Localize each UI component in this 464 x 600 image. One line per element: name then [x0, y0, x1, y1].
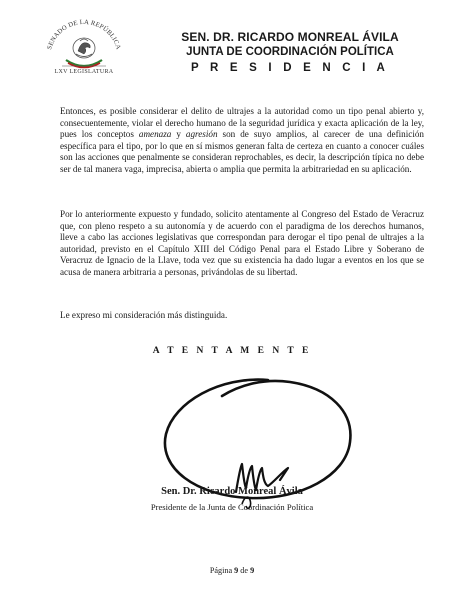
senate-seal-logo [40, 10, 128, 76]
paragraph-1-text-a: Entonces, es posible considerar el delito de ultrajes a la autoridad como un tipo penal abierto y, consecuentemente, violar el derecho humano de la seguridad jurídica y exacta aplicación de la ley, pues los conceptos [60, 106, 424, 140]
page-label: Página [209, 566, 235, 575]
paragraph-3: Le expreso mi consideración más distinguida. [60, 310, 228, 320]
header-committee: JUNTA DE COORDINACIÓN POLÍTICA [186, 46, 394, 58]
paragraph-1-text-b: y [171, 129, 186, 140]
handwritten-signature [150, 372, 370, 522]
header-presidencia: P R E S I D E N C I A [190, 62, 390, 74]
paragraph-1 [60, 106, 424, 176]
page-number [0, 566, 464, 575]
current-page: 9 [234, 566, 239, 575]
svg-text:SENADO DE LA REPÚBLICA: SENADO DE LA REPÚBLICA [46, 18, 122, 51]
paragraph-1-emphasis-agresion: agresión [185, 129, 218, 140]
total-pages: 9 [250, 566, 255, 575]
paragraph-2: Por lo anteriormente expuesto y fundado, solicito atentamente al Congreso del Estado de Veracruz que, con pleno respeto a su autonomía y de acuerdo con el paradigma de los derechos humanos, lleve a cabo las acciones legislativas que correspondan para derogar el tipo penal de ultrajes a la autoridad, previsto en el Capítulo XIII del Código Penal para el Estado Libre y Soberano de Veracruz de Ignacio de la Llave, toda vez que su existencia ha dado lugar a eventos en los que se acusa de manera arbitraria a personas, privándolas de su libertad. [60, 209, 424, 277]
letterhead [140, 30, 440, 76]
closing-atentamente: A T E N T A M E N T E [152, 346, 312, 356]
signatory-name: Sen. Dr. Ricardo Monreal Ávila [161, 486, 303, 497]
svg-text:LXV LEGISLATURA: LXV LEGISLATURA [54, 69, 114, 75]
paragraph-1-emphasis-amenaza: amenaza [138, 129, 172, 140]
page-of: de [238, 566, 251, 575]
paragraph-1-text-c: son de suyo amplios, al carecer de una definición específica para el tipo, por lo que en sí mismos generan falta de certeza en cuanto a conocer cuáles son las acciones que penalmente se consideran reprochables, es decir, la descripción típica no debe ser de tal manera vaga, imprecisa, abierta o amplia que permita la arbitrariedad en su aplicación. [60, 129, 424, 174]
signatory-title: Presidente de la Junta de Coordinación Política [150, 502, 314, 512]
header-name: SEN. DR. RICARDO MONREAL ÁVILA [181, 30, 399, 44]
